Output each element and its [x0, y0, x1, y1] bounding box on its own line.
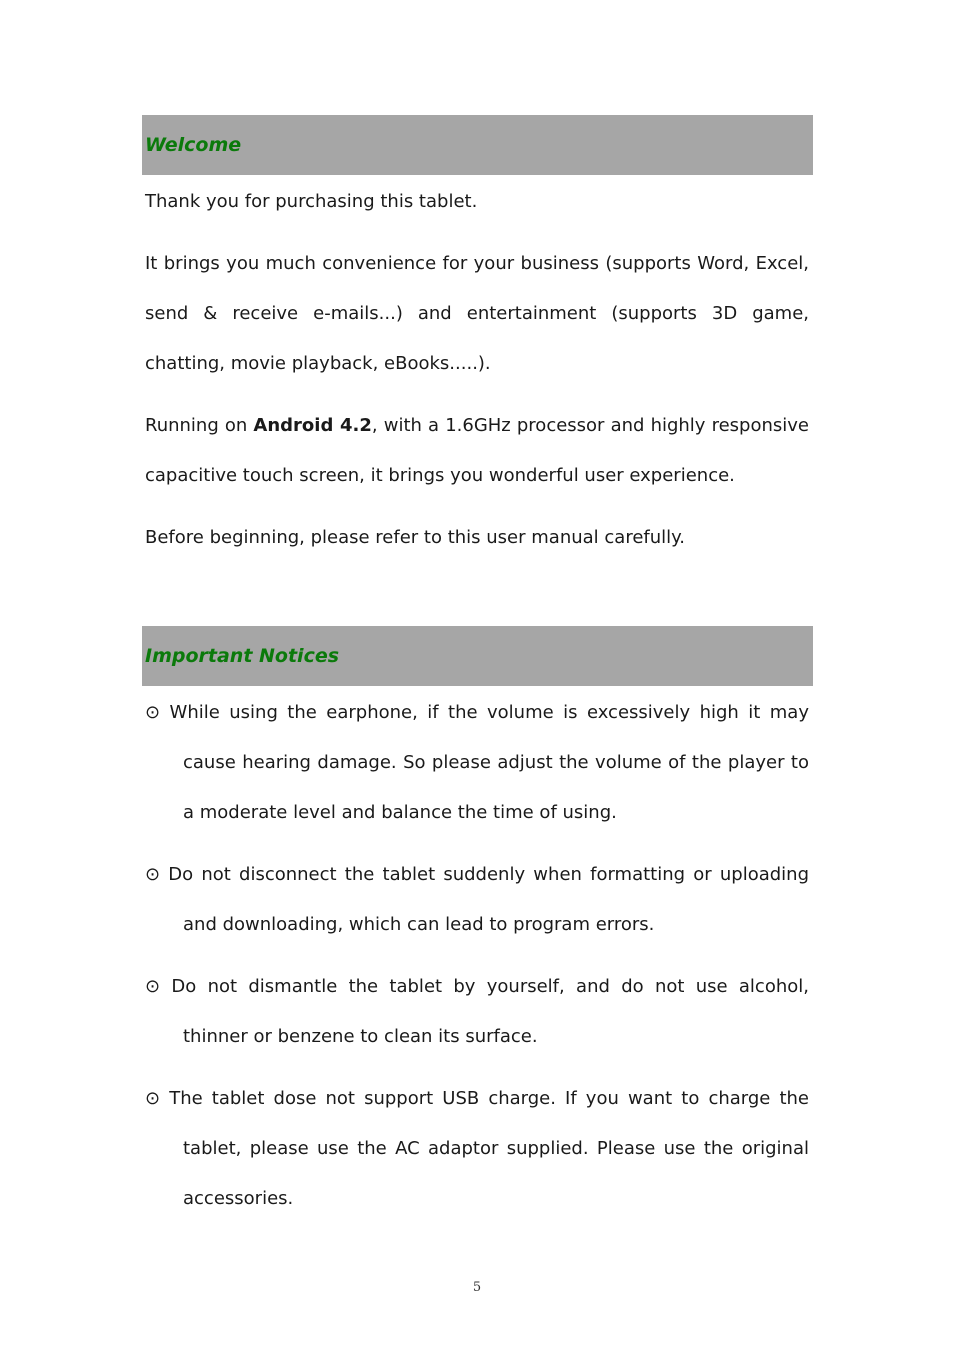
notice-text-3: Do not dismantle the tablet by yourself, and do not use alcohol, thinner or benzene to clean its surface.	[171, 976, 809, 1047]
welcome-section-header	[142, 115, 813, 175]
welcome-heading: Welcome	[145, 134, 242, 156]
notice-text-2: Do not disconnect the tablet suddenly when formatting or uploading and downloading, which can lead to program errors.	[168, 864, 809, 935]
p3-prefix: Running on	[145, 415, 254, 436]
notice-text-4: The tablet dose not support USB charge. If you want to charge the tablet, please use the AC adaptor supplied. Please use the original accessories.	[169, 1088, 809, 1209]
welcome-paragraph-1: Thank you for purchasing this tablet.	[145, 191, 478, 212]
notice-item-3	[142, 962, 813, 1062]
bullet-icon: ⊙	[145, 864, 161, 885]
welcome-paragraph-3	[142, 401, 813, 501]
bullet-icon: ⊙	[145, 1088, 161, 1109]
notices-section-header	[142, 626, 813, 686]
welcome-paragraph-4: Before beginning, please refer to this user manual carefully.	[145, 527, 685, 548]
document-page	[142, 115, 813, 1224]
welcome-paragraph-2: It brings you much convenience for your business (supports Word, Excel, send & receive e-mails...) and entertainment (supports 3D game, chatting, movie playback, eBooks.....).	[145, 253, 809, 374]
p3-suffix: , with a 1.6GHz processor and highly responsive capacitive touch screen, it brings you wonderful user experience.	[145, 415, 809, 486]
notices-heading: Important Notices	[145, 645, 340, 667]
notice-item-1	[142, 688, 813, 838]
notice-item-2	[142, 850, 813, 950]
notice-item-4	[142, 1074, 813, 1224]
bullet-icon: ⊙	[145, 976, 161, 997]
android-version: Android 4.2	[253, 415, 372, 436]
notices-list	[142, 688, 813, 1224]
bullet-icon: ⊙	[145, 702, 161, 723]
notice-text-1: While using the earphone, if the volume is excessively high it may cause hearing damage. So please adjust the volume of the player to a moderate level and balance the time of using.	[169, 702, 809, 823]
page-number: 5	[472, 1280, 482, 1295]
